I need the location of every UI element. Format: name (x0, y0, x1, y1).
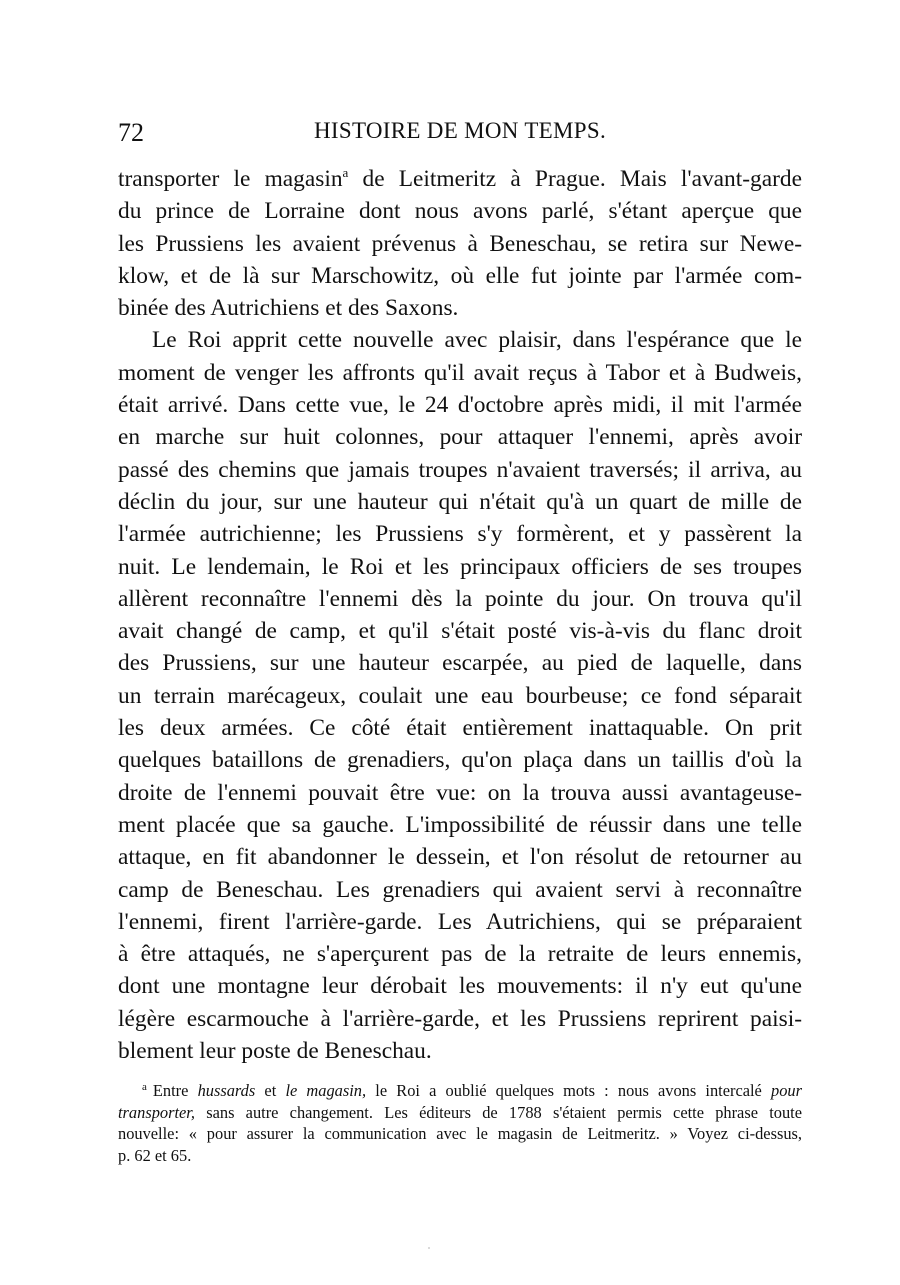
text-line: les deux armées. Ce côté était entièrement inattaquable. On prit (118, 715, 802, 742)
text-line: un terrain marécageux, coulait une eau bourbeuse; ce fond séparait (118, 682, 802, 709)
text-line: en marche sur huit colonnes, pour attaquer l'ennemi, après avoir (118, 424, 802, 451)
footnote-line: nouvelle: « pour assurer la communication avec le magasin de Leitmeritz. » Voyez ci-dessus, (118, 1124, 802, 1144)
text-line: Le Roi apprit cette nouvelle avec plaisir, dans l'espérance que le (152, 327, 802, 354)
text-line: l'ennemi, firent l'arrière-garde. Les Autrichiens, qui se préparaient (118, 908, 802, 935)
text-line: dont une montagne leur dérobait les mouvements: il n'y eut qu'une (118, 973, 802, 1000)
footnote-text: sans autre changement. Les éditeurs de 1788 s'étaient permis cette phrase toute (206, 1102, 803, 1122)
page-header (118, 118, 802, 158)
text-line: nuit. Le lendemain, le Roi et les principaux officiers de ses troupes (118, 553, 802, 580)
footnote-text: Entre (152, 1081, 189, 1100)
text-line: l'armée autrichienne; les Prussiens s'y formèrent, et y passèrent la (118, 521, 802, 548)
paragraph-2 (118, 324, 802, 1067)
line-text: transporter le magasin (118, 166, 343, 192)
footnote-mark: a (142, 1080, 147, 1093)
text-line: légère escarmouche à l'arrière-garde, et les Prussiens reprirent paisi- (118, 1005, 802, 1032)
footnote-italic: le magasin, (285, 1081, 367, 1100)
footnote-line (118, 1102, 802, 1124)
text-line: les Prussiens les avaient prévenus à Beneschau, se retira sur Newe- (118, 230, 802, 257)
footnote-line (118, 1080, 802, 1102)
text-line: binée des Autrichiens et des Saxons. (118, 295, 459, 322)
running-head: HISTOIRE DE MON TEMPS. (314, 118, 606, 143)
text-line: moment de venger les affronts qu'il avait reçus à Tabor et à Budweis, (118, 359, 802, 386)
text-line (118, 163, 802, 195)
footnote-italic: transporter, (118, 1102, 195, 1122)
text-line: klow, et de là sur Marschowitz, où elle fut jointe par l'armée com- (118, 262, 802, 289)
page-number: 72 (118, 118, 144, 147)
text-line: quelques bataillons de grenadiers, qu'on plaça dans un taillis d'où la (118, 747, 802, 774)
text-line: camp de Beneschau. Les grenadiers qui avaient servi à reconnaître (118, 876, 802, 903)
footnote-text: le Roi a oublié quelques mots : nous avons intercalé (375, 1081, 762, 1100)
scan-speck (428, 1247, 430, 1249)
footnote-text: et (264, 1081, 277, 1100)
text-line: attaque, en fit abandonner le dessein, et l'on résolut de retourner au (118, 844, 802, 871)
footnote-italic: pour (771, 1081, 802, 1100)
main-text (118, 163, 802, 1067)
text-line: déclin du jour, sur une hauteur qui n'était qu'à un quart de mille de (118, 488, 802, 515)
text-line: allèrent reconnaître l'ennemi dès la pointe du jour. On trouva qu'il (118, 585, 802, 612)
text-line: blement leur poste de Beneschau. (118, 1038, 432, 1065)
text-line: droite de l'ennemi pouvait être vue: on la trouva aussi avantageuse- (118, 779, 802, 806)
text-line: était arrivé. Dans cette vue, le 24 d'octobre après midi, il mit l'armée (118, 392, 802, 419)
paragraph-1 (118, 163, 802, 324)
footnote (118, 1080, 802, 1167)
line-text: de Leitmeritz à Prague. Mais l'avant-garde (362, 166, 802, 192)
text-line: des Prussiens, sur une hauteur escarpée, au pied de laquelle, dans (118, 650, 802, 677)
footnote-italic: hussards (197, 1081, 256, 1100)
text-line: du prince de Lorraine dont nous avons parlé, s'étant aperçue que (118, 198, 802, 225)
footnote-line: p. 62 et 65. (118, 1146, 192, 1166)
text-line: à être attaqués, ne s'aperçurent pas de la retraite de leurs ennemis, (118, 941, 802, 968)
footnote-reference[interactable]: a (342, 165, 349, 181)
text-line: passé des chemins que jamais troupes n'avaient traversés; il arriva, au (118, 456, 802, 483)
text-line: ment placée que sa gauche. L'impossibilité de réussir dans une telle (118, 811, 802, 838)
text-line: avait changé de camp, et qu'il s'était posté vis-à-vis du flanc droit (118, 618, 802, 645)
